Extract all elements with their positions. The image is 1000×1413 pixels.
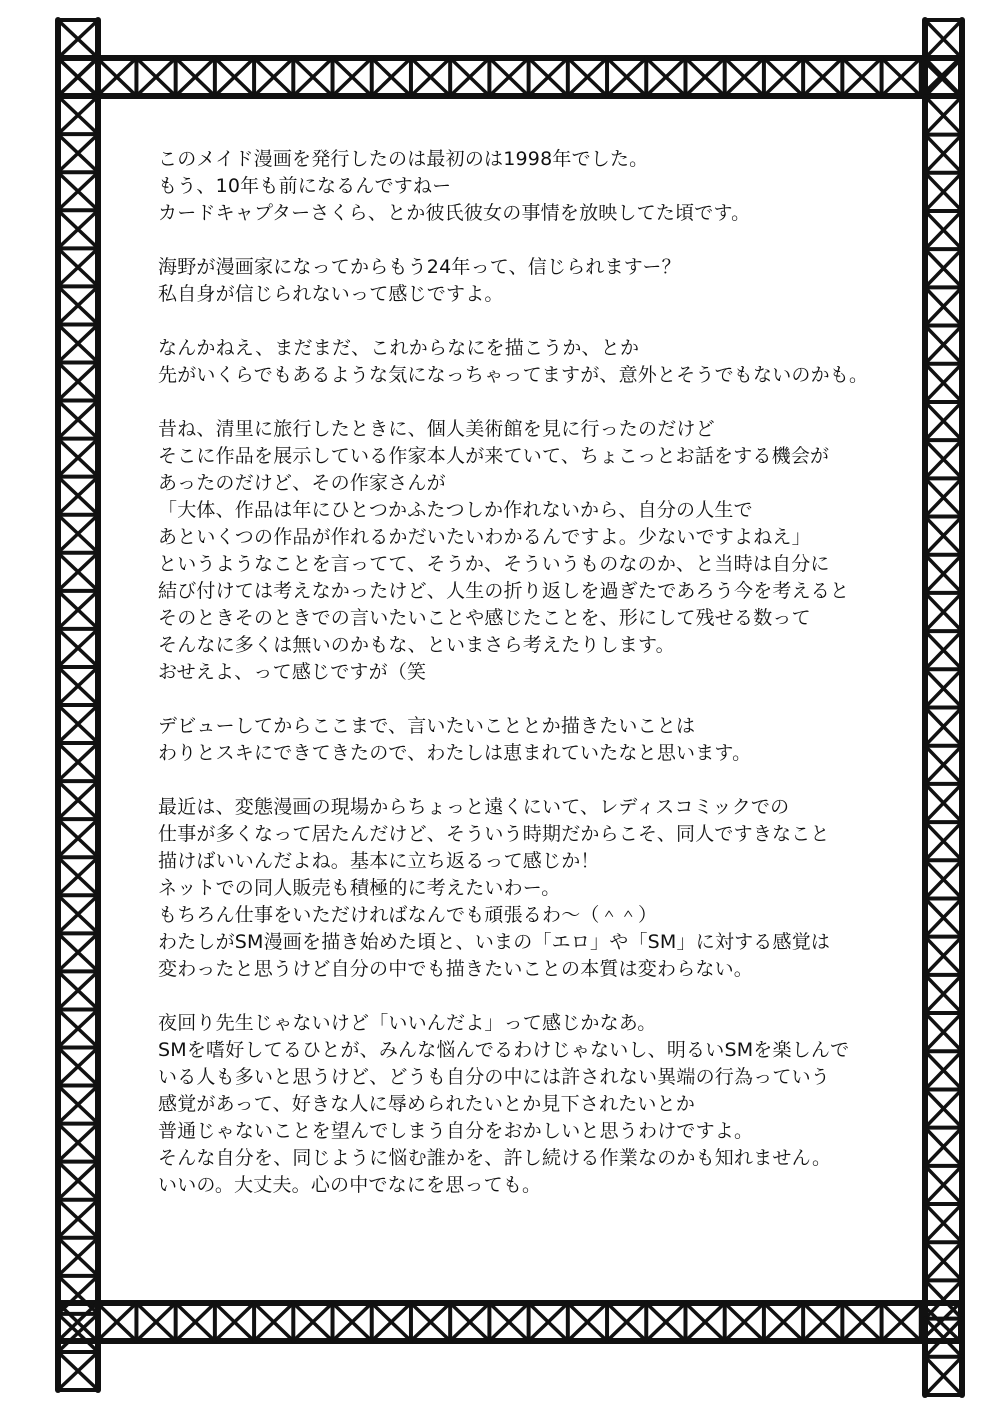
- text-line: 夜回り先生じゃないけど「いいんだよ」って感じかなあ。: [158, 1012, 657, 1034]
- frame-top-beam: [58, 58, 960, 96]
- paragraph-6: [158, 794, 878, 983]
- paragraph-2: [158, 254, 878, 308]
- text-line: そこに作品を展示している作家本人が来ていて、ちょこっとお話をする機会が: [158, 445, 830, 467]
- text-line: わりとスキにできてきたので、わたしは恵まれていたなと思います。: [158, 742, 752, 764]
- text-line: そんなに多くは無いのかもな、といまさら考えたりします。: [158, 634, 675, 656]
- text-line: いる人も多いと思うけど、どうも自分の中には許されない異端の行為っていう: [158, 1066, 831, 1088]
- text-line: カードキャプターさくら、とか彼氏彼女の事情を放映してた頃です。: [158, 202, 751, 224]
- text-line: 最近は、変態漫画の現場からちょっと遠くにいて、レディスコミックでの: [158, 796, 790, 818]
- text-line: そんな自分を、同じように悩む誰かを、許し続ける作業なのかも知れません。: [158, 1147, 832, 1169]
- text-line: 普通じゃないことを望んでしまう自分をおかしいと思うわけですよ。: [158, 1120, 754, 1142]
- text-line: あといくつの作品が作れるかだいたいわかるんですよ。少ないですよねえ」: [158, 526, 811, 548]
- text-line: わたしがSM漫画を描き始めた頃と、いまの「エロ」や「SM」に対する感覚は: [158, 931, 831, 953]
- text-line: 描けばいいんだよね。基本に立ち返るって感じか！: [158, 850, 600, 872]
- text-line: もう、10年も前になるんですねー: [158, 175, 452, 197]
- text-line: 変わったと思うけど自分の中でも描きたいことの本質は変わらない。: [158, 958, 754, 980]
- text-line: 結び付けては考えなかったけど、人生の折り返しを過ぎたであろう今を考えると: [158, 580, 850, 602]
- paragraph-4: [158, 416, 878, 686]
- text-line: 「大体、作品は年にひとつかふたつしか作れないから、自分の人生で: [158, 499, 753, 521]
- text-line: 海野が漫画家になってからもう24年って、信じられますー？: [158, 256, 681, 278]
- text-line: 仕事が多くなって居たんだけど、そういう時期だからこそ、同人ですきなこと: [158, 823, 830, 845]
- paragraph-5: [158, 713, 878, 767]
- paragraph-1: [158, 146, 878, 227]
- text-line: というようなことを言ってて、そうか、そういうものなのか、と当時は自分に: [158, 553, 830, 575]
- paragraph-7: [158, 1010, 878, 1199]
- text-line: 感覚があって、好きな人に辱められたいとか見下されたいとか: [158, 1093, 696, 1115]
- frame-right-column: [925, 20, 962, 1395]
- text-line: ネットでの同人販売も積極的に考えたいわー。: [158, 877, 561, 899]
- frame-left-column: [58, 20, 98, 1390]
- text-line: このメイド漫画を発行したのは最初のは1998年でした。: [158, 148, 649, 170]
- text-line: 昔ね、清里に旅行したときに、個人美術館を見に行ったのだけど: [158, 418, 715, 440]
- text-line: 先がいくらでもあるような気になっちゃってますが、意外とそうでもないのかも。: [158, 364, 869, 386]
- text-line: そのときそのときでの言いたいことや感じたことを、形にして残せる数って: [158, 607, 811, 629]
- frame-bottom-beam: [58, 1303, 960, 1341]
- text-line: デビューしてからここまで、言いたいこととか描きたいことは: [158, 715, 696, 737]
- text-line: あったのだけど、その作家さんが: [158, 472, 446, 494]
- text-line: 私自身が信じられないって感じですよ。: [158, 283, 504, 305]
- text-line: SMを嗜好してるひとが、みんな悩んでるわけじゃないし、明るいSMを楽しんで: [158, 1039, 850, 1061]
- essay-text: [158, 146, 878, 1226]
- text-line: おせえよ、って感じですが（笑: [158, 661, 427, 683]
- text-line: もちろん仕事をいただければなんでも頑張るわ～（＾＾）: [158, 904, 658, 926]
- paragraph-3: [158, 335, 878, 389]
- text-line: なんかねえ、まだまだ、これからなにを描こうか、とか: [158, 337, 640, 359]
- text-line: いいの。大丈夫。心の中でなにを思っても。: [158, 1174, 542, 1196]
